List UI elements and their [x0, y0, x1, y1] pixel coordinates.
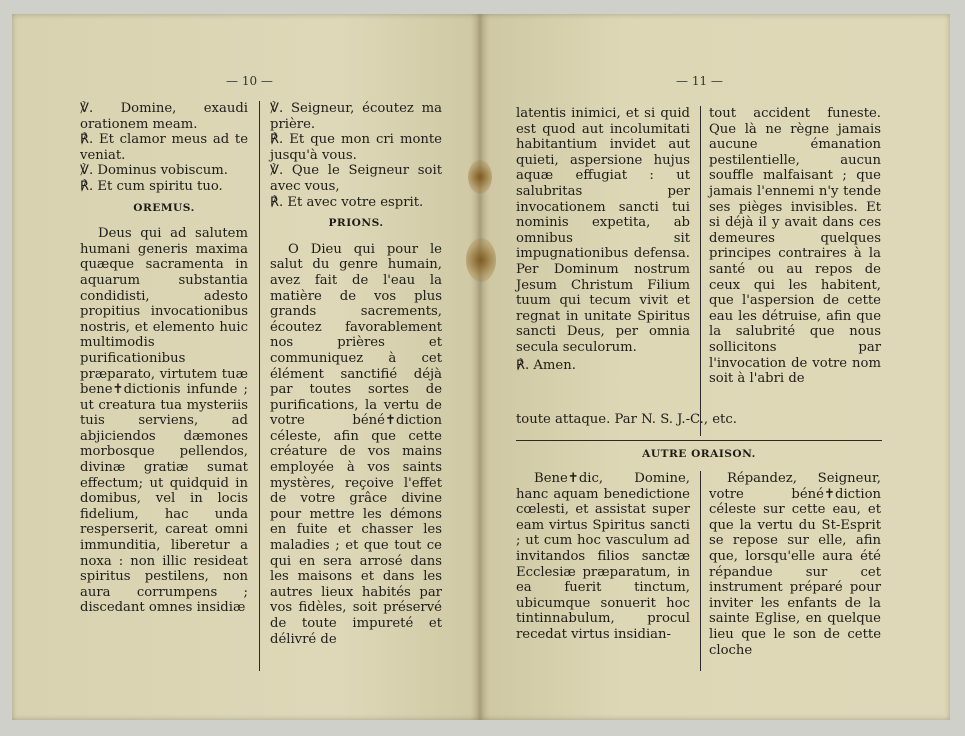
section-rule	[516, 440, 882, 441]
prayer-ending-text: toute attaque. Par N. S. J.-C., etc.	[516, 412, 737, 427]
french-column-right	[709, 106, 881, 387]
versicle: ℣. Que le Seigneur soit avec vous,	[270, 163, 442, 194]
column-divider	[700, 106, 701, 436]
prayer-ending	[516, 412, 882, 428]
stain-mark	[468, 160, 492, 194]
response: ℟. Et clamor meus ad te veniat.	[80, 132, 248, 163]
prayer-text: Répandez, Seigneur, votre béné✝diction céleste sur cette eau, et que la vertu du St-Esprit se repose sur elle, afin que, lorsqu'elle aura été répandue sur cet instrument préparé pour inviter les enfants de la sainte Eglise, en quelque lieu que le son de cette cloche	[709, 471, 881, 658]
latin-column-bottom	[516, 471, 690, 643]
column-divider	[700, 471, 701, 671]
prayer-text: latentis inimici, et si quid est quod aut incolumitati habitantium invidet aut quieti, aspersione hujus aquæ effugiat : ut salubritas per invocationem sancti tui nominis expetita, ab omnibus sit impugnationibus defensa. Per Dominum nostrum Jesum Christum Filium tuum qui tecum vivit et regnat in unitate Spiritus sancti Deus, per omnia secula seculorum.	[516, 106, 690, 355]
section-heading-autre-oraison: AUTRE ORAISON.	[642, 448, 756, 460]
latin-column-left	[80, 101, 248, 616]
section-heading-prions: PRIONS.	[328, 217, 384, 230]
versicle: ℣. Seigneur, écoutez ma prière.	[270, 101, 442, 132]
prayer-text: tout accident funeste. Que là ne règne jamais aucune émanation pestilentielle, aucun souffle malfaisant ; que jamais l'ennemi n'y tende ses pièges invisibles. Et si déjà il y avait dans ces demeures quelques principes contraires à la santé ou au repos de ceux qui les habitent, que l'aspersion de cette eau les détruise, afin que la salubrité que nous sollicitons par l'invocation de votre nom soit à l'abri de	[709, 106, 881, 387]
versicle: ℣. Domine, exaudi orationem meam.	[80, 101, 248, 132]
prayer-text: Bene✝dic, Domine, hanc aquam benedictione cœlesti, et assistat super eam virtus Spiritus sancti ; ut cum hoc vasculum ad invitandos filios sanctæ Ecclesiæ præparatum, in ea fuerit tinctum, ubicumque sonuerit hoc tintinnabulum, procul recedat virtus insidian-	[516, 471, 690, 642]
response: ℟. Et que mon cri monte jusqu'à vous.	[270, 132, 442, 163]
section-heading-oremus: OREMUS.	[133, 201, 195, 214]
french-column-left	[270, 101, 442, 647]
response: ℟. Et avec votre esprit.	[270, 194, 424, 210]
latin-column-right	[516, 106, 690, 373]
response: ℟. Et cum spiritu tuo.	[80, 178, 223, 194]
stain-mark	[466, 238, 496, 282]
french-column-bottom	[709, 471, 881, 658]
prayer-text: Deus qui ad salutem humani generis maxima quæque sacramenta in aquarum substantia condidisti, adesto propitius invocationibus nostris, et elemento huic multimodis purificationibus præparato, virtutem tuæ bene✝dictionis infunde ; ut creatura tua mysteriis tuis serviens, ad abjiciendos dæmones morbosque pellendos, divinæ gratiæ sumat effectum; ut quidquid in domibus, vel in locis fidelium, hac unda resperserit, careat omni immunditia, liberetur a noxa : non illic resideat spiritus pestilens, non aura corrumpens ; discedant omnes insidiæ	[80, 226, 248, 616]
page-number-left: — 10 —	[226, 74, 273, 88]
book-gutter	[470, 14, 490, 720]
prayer-text: O Dieu qui pour le salut du genre humain, avez fait de l'eau la matière de vos plus grands sacrements, écoutez favorablement nos prières et communiquez à cet élément sanctifié déjà par toutes sortes de purifications, la vertu de votre béné✝diction céleste, afin que cette créature de vos mains employée à vos saints mystères, reçoive l'effet de votre grâce divine pour mettre les démons en fuite et chasser les maladies ; et que tout ce qui en sera arrosé dans les maisons et dans les autres lieux habités par vos fidèles, soit préservé de toute impureté et délivré de	[270, 241, 442, 647]
versicle: ℣. Dominus vobiscum.	[80, 163, 228, 179]
response-amen: ℟. Amen.	[516, 357, 576, 373]
page-number-right: — 11 —	[676, 74, 723, 88]
column-divider	[259, 101, 260, 671]
